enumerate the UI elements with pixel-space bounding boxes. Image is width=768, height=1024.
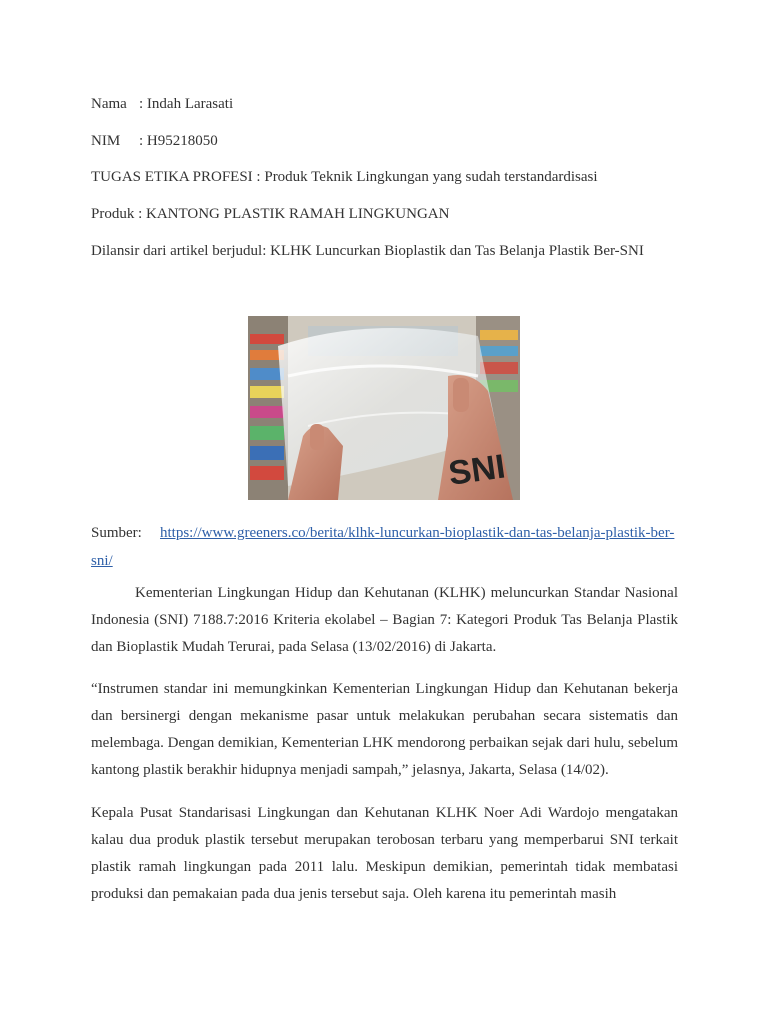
name-label: Nama [91,96,127,112]
nim-label: NIM [91,133,121,149]
sni-logo [446,447,507,493]
paragraph-1: Kementerian Lingkungan Hidup dan Kehutanan (KLHK) meluncurkan Standar Nasional Indonesia (SNI) 7188.7:2016 Kriteria ekolabel – Bagian 7: Kategori Produk Tas Belanja Plastik dan Bioplastik Mudah Terurai, pada Selasa (13/02/2016) di Jakarta. [91,585,678,655]
paragraph-2: “Instrumen standar ini memungkinkan Kementerian Lingkungan Hidup dan Kehutanan bekerja dan bersinergi dengan mekanisme pasar untuk melakukan perubahan secara sistematis dan melembaga. Dengan demikian, Kementerian LHK mendorong perbaikan sejak dari hulu, sebelum kantong plastik berakhir hidupnya menjadi sampah,” jelasnya, Jakarta, Selasa (14/02). [91,681,678,778]
source-link[interactable]: https://www.greeners.co/berita/klhk-luncurkan-bioplastik-dan-tas-belanja-plastik-ber-sni/ [91,525,675,569]
source-label: Sumber: [91,525,142,541]
source-citation [91,519,679,575]
name-value: : Indah Larasati [139,96,234,112]
article-reference: Dilansir dari artikel berjudul: KLHK Luncurkan Bioplastik dan Tas Belanja Plastik Ber-SNI [91,243,644,259]
store-shelves-left [248,316,288,500]
nim-value: : H95218050 [139,133,218,149]
article-image [248,316,520,500]
name-line [91,95,233,113]
nim-line [91,132,218,150]
paragraph-3: Kepala Pusat Standarisasi Lingkungan dan Kehutanan KLHK Noer Adi Wardojo mengatakan kalau dua produk plastik tersebut merupakan terobosan terbaru yang memperbarui SNI terkait plastik ramah lingkungan pada 2011 lalu. Meskipun demikian, pemerintah tidak membatasi produksi dan pemakaian pada dua jenis tersebut saja. Oleh karena itu pemerintah masih [91,805,678,902]
product-line: Produk : KANTONG PLASTIK RAMAH LINGKUNGAN [91,206,450,222]
sni-logo-text: SNI [446,447,508,493]
assignment-title: TUGAS ETIKA PROFESI : Produk Teknik Lingkungan yang sudah terstandardisasi [91,169,598,185]
